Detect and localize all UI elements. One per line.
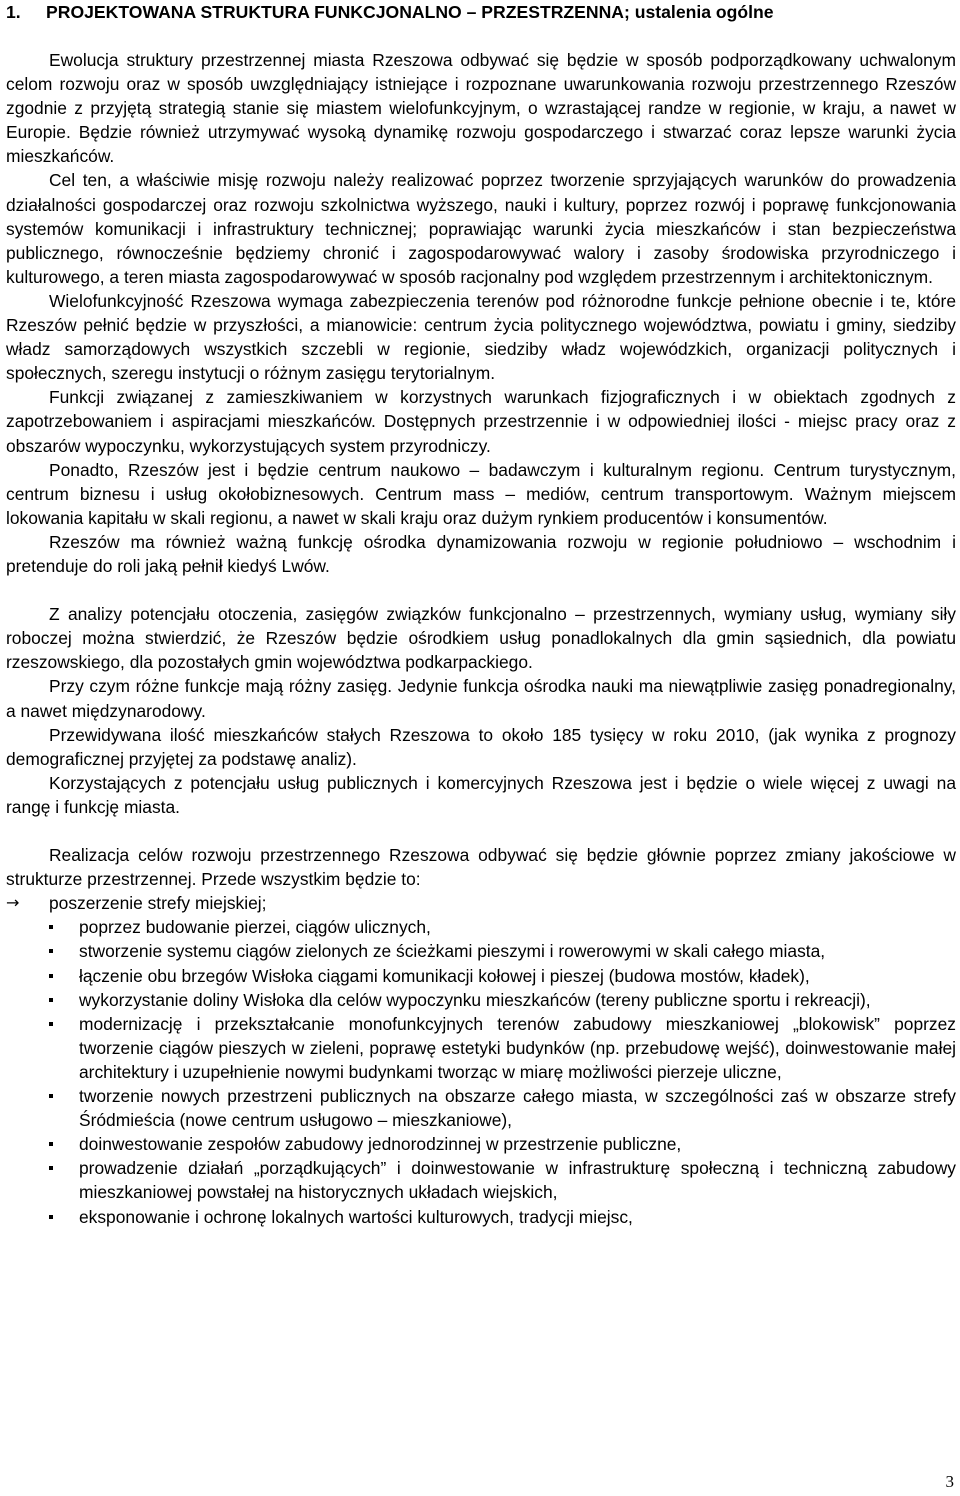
- paragraph: Przewidywana ilość mieszkańców stałych Rzeszowa to około 185 tysięcy w roku 2010, (jak wynika z prognozy demograficznej przyjętej za podstawę analiz).: [6, 724, 956, 769]
- list-item-text: wykorzystanie doliny Wisłoka dla celów wypoczynku mieszkańców (tereny publiczne sportu i rekreacji),: [79, 989, 871, 1010]
- list-intro-text: poszerzenie strefy miejskiej;: [49, 893, 267, 914]
- paragraph: Korzystających z potencjału usług publicznych i komercyjnych Rzeszowa jest i będzie o wiele więcej z uwagi na rangę i funkcję miasta.: [6, 772, 956, 817]
- arrow-icon: →: [6, 893, 20, 913]
- paragraph: Funkcji związanej z zamieszkiwaniem w korzystnych warunkach fizjograficznych i w obiektach zgodnych z zapotrzebowaniem i aspiracjami mieszkańców. Dostępnych przestrzennie i w odpowiedniej ilości - miejsc pracy oraz z obszarów wypoczynku, wykorzystujących system przyrodniczy.: [6, 387, 956, 456]
- paragraph: Ewolucja struktury przestrzennej miasta Rzeszowa odbywać się będzie w sposób podporządkowany uchwalonym celom rozwoju oraz w sposób uwzględniający istniejące i rozpoznane uwarunkowania rozwoju przestrzennego Rzeszów zgodnie z przyjętą strategią stanie się miastem wielofunkcyjnym, o wzrastającej randze w regionie, w kraju, a nawet w Europie. Będzie również utrzymywać wysoką dynamikę rozwoju gospodarczego i stwarzać coraz lepsze warunki życia mieszkańców.: [6, 50, 956, 167]
- list-item-text: tworzenie nowych przestrzeni publicznych na obszarze całego miasta, w szczególności zaś w obszarze strefy Śródmieścia (nowe centrum usługowo – mieszkaniowe),: [79, 1086, 956, 1131]
- list-intro: [6, 891, 956, 915]
- list-item: [6, 939, 956, 963]
- paragraph-gap: [6, 819, 956, 843]
- list-item: [6, 1132, 956, 1156]
- list-item-text: eksponowanie i ochronę lokalnych wartości kulturowych, tradycji miejsc,: [79, 1206, 633, 1227]
- paragraph: Ponadto, Rzeszów jest i będzie centrum naukowo – badawczym i kulturalnym regionu. Centrum turystycznym, centrum biznesu i usług okołobiznesowych. Centrum mass – mediów, centrum transportowym. Ważnym miejscem lokowania kapitału w skali regionu, a nawet w skali kraju oraz dużym rynkiem producentów i konsumentów.: [6, 459, 956, 528]
- paragraph-gap: [6, 578, 956, 602]
- bullet-icon: [49, 925, 53, 929]
- list-item: [6, 1084, 956, 1132]
- list-item: [6, 1205, 956, 1229]
- list-item: [6, 1156, 956, 1204]
- bullet-icon: [49, 998, 53, 1002]
- bullet-icon: [49, 1142, 53, 1146]
- section-heading: [6, 0, 956, 24]
- bullet-icon: [49, 1215, 53, 1219]
- list-item: [6, 1012, 956, 1084]
- paragraph: Rzeszów ma również ważną funkcję ośrodka dynamizowania rozwoju w regionie południowo – wschodnim i pretenduje do roli jaką pełnił kiedyś Lwów.: [6, 531, 956, 576]
- paragraph: Wielofunkcyjność Rzeszowa wymaga zabezpieczenia terenów pod różnorodne funkcje pełnione obecnie i te, które Rzeszów pełnić będzie w przyszłości, a mianowicie: centrum życia politycznego województwa, powiatu i gminy, siedziby władz samorządowych wszystkich szczebli w regionie, siedziby władz wojewódzkich, organizacji politycznych i społecznych, szeregu instytucji o różnym zasięgu terytorialnym.: [6, 290, 956, 384]
- list-item-text: łączenie obu brzegów Wisłoka ciągami komunikacji kołowej i pieszej (budowa mostów, kładek),: [79, 965, 810, 986]
- bullet-icon: [49, 949, 53, 953]
- paragraph: Realizacja celów rozwoju przestrzennego Rzeszowa odbywać się będzie głównie poprzez zmiany jakościowe w strukturze przestrzennej. Przede wszystkim będzie to:: [6, 845, 956, 890]
- bullet-icon: [49, 1094, 53, 1098]
- bullet-icon: [49, 974, 53, 978]
- list-item-text: stworzenie systemu ciągów zielonych ze ścieżkami pieszymi i rowerowymi w skali całego miasta,: [79, 941, 826, 962]
- paragraph: Z analizy potencjału otoczenia, zasięgów związków funkcjonalno – przestrzennych, wymiany usług, wymiany siły roboczej można stwierdzić, że Rzeszów będzie ośrodkiem usług ponadlokalnych dla gmin sąsiednich, dla powiatu rzeszowskiego, dla pozostałych gmin województwa podkarpackiego.: [6, 604, 956, 673]
- list-item-text: modernizację i przekształcanie monofunkcyjnych terenów zabudowy mieszkaniowej „blokowisk” poprzez tworzenie ciągów pieszych w zieleni, poprawę estetyki budynków (np. przebudowę wejść), doinwestowanie małej architektury i uzupełnienie nowymi budynkami tworząc w miarę możliwości pierzeje uliczne,: [79, 1013, 956, 1082]
- list-item: [6, 915, 956, 939]
- paragraph: Przy czym różne funkcje mają różny zasięg. Jedynie funkcja ośrodka nauki ma niewątpliwie zasięg ponadregionalny, a nawet międzynarodowy.: [6, 676, 956, 721]
- list-item-text: prowadzenie działań „porządkujących” i doinwestowanie w infrastrukturę społeczną i techniczną zabudowy mieszkaniowej powstałej na historycznych układach wiejskich,: [79, 1158, 956, 1203]
- section-title: PROJEKTOWANA STRUKTURA FUNKCJONALNO – PRZESTRZENNA; ustalenia ogólne: [46, 2, 774, 22]
- list-item: [6, 988, 956, 1012]
- list-item-text: poprzez budowanie pierzei, ciągów ulicznych,: [79, 917, 431, 938]
- body-text: [6, 48, 956, 1229]
- paragraph: Cel ten, a właściwie misję rozwoju należy realizować poprzez tworzenie sprzyjających warunków do prowadzenia działalności gospodarczej oraz rozwoju szkolnictwa wyższego, nauki i kultury, poprzez rozwój i poprawę funkcjonowania systemów komunikacji i infrastruktury technicznej; poprawiając warunki życia mieszkańców i stan bezpieczeństwa publicznego, równocześnie będziemy chronić i zagospodarowywać walory i zasoby środowiska przyrodniczego i kulturowego, a teren miasta zagospodarowywać w sposób racjonalny pod względem przestrzennym i architektonicznym.: [6, 170, 956, 287]
- bullet-icon: [49, 1022, 53, 1026]
- bullet-list: [6, 915, 956, 1228]
- list-item: [6, 964, 956, 988]
- page-number: 3: [945, 1472, 954, 1491]
- section-number: 1.: [6, 2, 21, 22]
- list-item-text: doinwestowanie zespołów zabudowy jednorodzinnej w przestrzenie publiczne,: [79, 1134, 682, 1155]
- bullet-icon: [49, 1166, 53, 1170]
